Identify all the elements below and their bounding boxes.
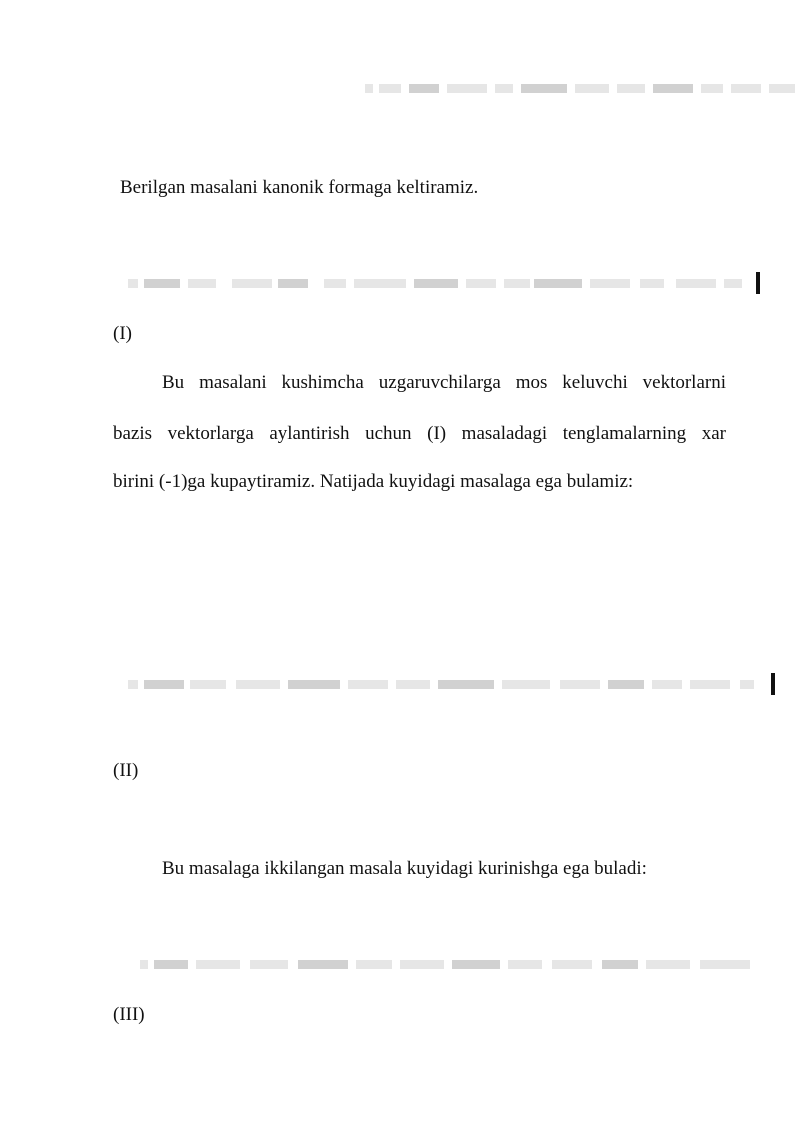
intro-text: Berilgan masalani kanonik formaga keltiramiz.: [120, 177, 479, 198]
label-ii: (II): [113, 760, 139, 781]
paragraph-1-line-2: bazis vektorlarga aylantirish uchun (I) masaladagi tenglamalarning xar: [113, 423, 726, 444]
paragraph-1-line-3: birini (-1)ga kupaytiramiz. Natijada kuyidagi masalaga ega bulamiz:: [113, 471, 634, 492]
formula-1: [128, 273, 748, 295]
formula-top: [365, 78, 797, 100]
label-iii: (III): [113, 1004, 145, 1025]
paragraph-1-line-1: Bu masalani kushimcha uzgaruvchilarga mos keluvchi vektorlarni: [162, 372, 726, 393]
formula-2: [128, 674, 758, 696]
paragraph-2: Bu masalaga ikkilangan masala kuyidagi kurinishga ega buladi:: [162, 858, 647, 879]
brace-bar-2: [771, 673, 775, 695]
formula-3: [140, 954, 756, 976]
label-i: (I): [113, 323, 132, 344]
brace-bar-1: [756, 272, 760, 294]
